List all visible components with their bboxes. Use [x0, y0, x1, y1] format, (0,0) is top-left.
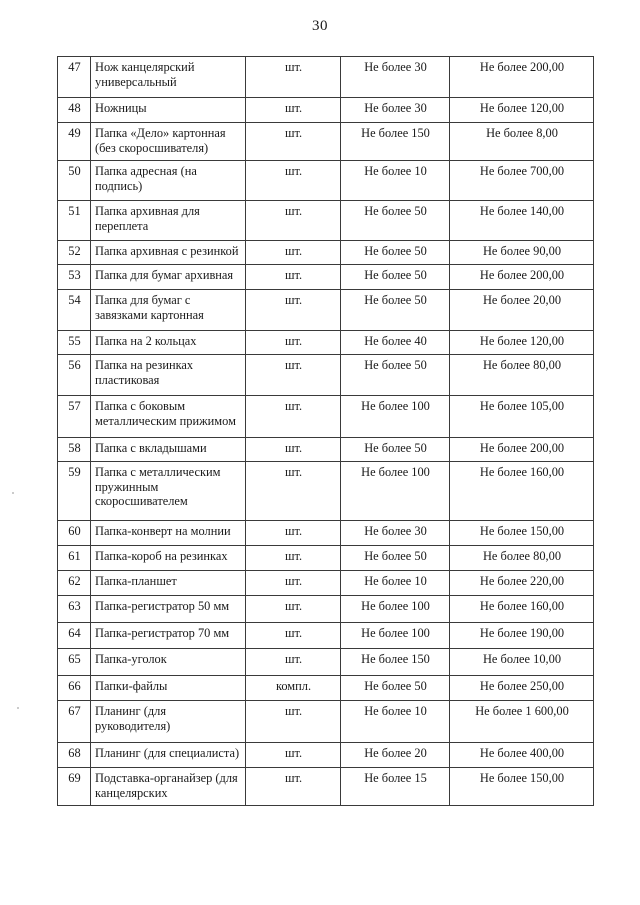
table-row [58, 57, 594, 98]
quantity-cell: Не более 10 [341, 701, 450, 743]
table-row [58, 98, 594, 123]
quantity-cell: Не более 20 [341, 743, 450, 768]
price-cell: Не более 10,00 [450, 649, 594, 676]
row-number-cell: 63 [58, 596, 91, 623]
item-name-cell: Ножницы [91, 98, 246, 123]
price-cell: Не более 150,00 [450, 521, 594, 546]
row-number-cell: 69 [58, 768, 91, 806]
price-cell: Не более 8,00 [450, 123, 594, 161]
price-cell: Не более 200,00 [450, 57, 594, 98]
item-name-cell: Папка архивная для переплета [91, 201, 246, 241]
table-row [58, 676, 594, 701]
table-row [58, 743, 594, 768]
table-row [58, 623, 594, 649]
table-row [58, 331, 594, 355]
quantity-cell: Не более 100 [341, 596, 450, 623]
price-cell: Не более 120,00 [450, 331, 594, 355]
price-cell: Не более 160,00 [450, 596, 594, 623]
row-number-cell: 64 [58, 623, 91, 649]
row-number-cell: 62 [58, 571, 91, 596]
quantity-cell: Не более 50 [341, 676, 450, 701]
unit-cell: шт. [246, 571, 341, 596]
price-cell: Не более 120,00 [450, 98, 594, 123]
row-number-cell: 67 [58, 701, 91, 743]
unit-cell: шт. [246, 57, 341, 98]
unit-cell: шт. [246, 462, 341, 521]
price-cell: Не более 700,00 [450, 161, 594, 201]
items-table [57, 56, 594, 806]
price-cell: Не более 200,00 [450, 438, 594, 462]
items-table-body [58, 57, 594, 806]
price-cell: Не более 90,00 [450, 241, 594, 265]
table-row [58, 596, 594, 623]
item-name-cell: Папка с вкладышами [91, 438, 246, 462]
row-number-cell: 61 [58, 546, 91, 571]
unit-cell: шт. [246, 596, 341, 623]
row-number-cell: 66 [58, 676, 91, 701]
table-row [58, 649, 594, 676]
table-row [58, 265, 594, 290]
price-cell: Не более 250,00 [450, 676, 594, 701]
row-number-cell: 68 [58, 743, 91, 768]
scan-speck [12, 492, 14, 494]
row-number-cell: 47 [58, 57, 91, 98]
unit-cell: шт. [246, 241, 341, 265]
item-name-cell: Папка-регистратор 50 мм [91, 596, 246, 623]
item-name-cell: Подставка-органайзер (для канцелярских [91, 768, 246, 806]
table-row [58, 768, 594, 806]
table-row [58, 521, 594, 546]
quantity-cell: Не более 10 [341, 161, 450, 201]
unit-cell: шт. [246, 265, 341, 290]
quantity-cell: Не более 30 [341, 521, 450, 546]
quantity-cell: Не более 50 [341, 355, 450, 396]
row-number-cell: 59 [58, 462, 91, 521]
table-row [58, 546, 594, 571]
table-row [58, 355, 594, 396]
quantity-cell: Не более 50 [341, 290, 450, 331]
item-name-cell: Папка-конверт на молнии [91, 521, 246, 546]
quantity-cell: Не более 150 [341, 649, 450, 676]
unit-cell: шт. [246, 649, 341, 676]
item-name-cell: Папка с боковым металлическим прижимом [91, 396, 246, 438]
price-cell: Не более 80,00 [450, 355, 594, 396]
table-row [58, 462, 594, 521]
unit-cell: шт. [246, 331, 341, 355]
row-number-cell: 60 [58, 521, 91, 546]
item-name-cell: Папка-планшет [91, 571, 246, 596]
item-name-cell: Папка для бумаг с завязками картонная [91, 290, 246, 331]
unit-cell: шт. [246, 768, 341, 806]
item-name-cell: Папка «Дело» картонная (без скоросшивателя) [91, 123, 246, 161]
unit-cell: шт. [246, 201, 341, 241]
item-name-cell: Папка-регистратор 70 мм [91, 623, 246, 649]
row-number-cell: 52 [58, 241, 91, 265]
price-cell: Не более 160,00 [450, 462, 594, 521]
row-number-cell: 65 [58, 649, 91, 676]
row-number-cell: 49 [58, 123, 91, 161]
table-row [58, 161, 594, 201]
table-row [58, 290, 594, 331]
item-name-cell: Папка-уголок [91, 649, 246, 676]
price-cell: Не более 20,00 [450, 290, 594, 331]
price-cell: Не более 140,00 [450, 201, 594, 241]
item-name-cell: Планинг (для специалиста) [91, 743, 246, 768]
table-row [58, 123, 594, 161]
unit-cell: шт. [246, 743, 341, 768]
unit-cell: шт. [246, 98, 341, 123]
quantity-cell: Не более 50 [341, 241, 450, 265]
item-name-cell: Папка архивная с резинкой [91, 241, 246, 265]
price-cell: Не более 1 600,00 [450, 701, 594, 743]
row-number-cell: 57 [58, 396, 91, 438]
table-row [58, 396, 594, 438]
quantity-cell: Не более 100 [341, 462, 450, 521]
quantity-cell: Не более 30 [341, 57, 450, 98]
item-name-cell: Нож канцелярский универсальный [91, 57, 246, 98]
quantity-cell: Не более 40 [341, 331, 450, 355]
table-row [58, 701, 594, 743]
price-cell: Не более 105,00 [450, 396, 594, 438]
item-name-cell: Папка с металлическим пружинным скоросшивателем [91, 462, 246, 521]
table-row [58, 241, 594, 265]
table-row [58, 571, 594, 596]
item-name-cell: Папка-короб на резинках [91, 546, 246, 571]
item-name-cell: Планинг (для руководителя) [91, 701, 246, 743]
table-row [58, 201, 594, 241]
row-number-cell: 58 [58, 438, 91, 462]
quantity-cell: Не более 30 [341, 98, 450, 123]
quantity-cell: Не более 100 [341, 623, 450, 649]
unit-cell: шт. [246, 521, 341, 546]
item-name-cell: Папка на 2 кольцах [91, 331, 246, 355]
quantity-cell: Не более 50 [341, 265, 450, 290]
scan-speck [17, 707, 19, 709]
quantity-cell: Не более 15 [341, 768, 450, 806]
unit-cell: шт. [246, 396, 341, 438]
item-name-cell: Папка для бумаг архивная [91, 265, 246, 290]
row-number-cell: 53 [58, 265, 91, 290]
item-name-cell: Папка адресная (на подпись) [91, 161, 246, 201]
row-number-cell: 50 [58, 161, 91, 201]
table-row [58, 438, 594, 462]
quantity-cell: Не более 10 [341, 571, 450, 596]
row-number-cell: 56 [58, 355, 91, 396]
item-name-cell: Папка на резинках пластиковая [91, 355, 246, 396]
price-cell: Не более 190,00 [450, 623, 594, 649]
unit-cell: шт. [246, 623, 341, 649]
unit-cell: компл. [246, 676, 341, 701]
unit-cell: шт. [246, 355, 341, 396]
quantity-cell: Не более 50 [341, 201, 450, 241]
quantity-cell: Не более 150 [341, 123, 450, 161]
price-cell: Не более 400,00 [450, 743, 594, 768]
quantity-cell: Не более 50 [341, 546, 450, 571]
row-number-cell: 48 [58, 98, 91, 123]
price-cell: Не более 220,00 [450, 571, 594, 596]
price-cell: Не более 150,00 [450, 768, 594, 806]
row-number-cell: 54 [58, 290, 91, 331]
unit-cell: шт. [246, 161, 341, 201]
unit-cell: шт. [246, 438, 341, 462]
unit-cell: шт. [246, 123, 341, 161]
price-cell: Не более 80,00 [450, 546, 594, 571]
quantity-cell: Не более 100 [341, 396, 450, 438]
quantity-cell: Не более 50 [341, 438, 450, 462]
unit-cell: шт. [246, 290, 341, 331]
unit-cell: шт. [246, 546, 341, 571]
item-name-cell: Папки-файлы [91, 676, 246, 701]
row-number-cell: 51 [58, 201, 91, 241]
price-cell: Не более 200,00 [450, 265, 594, 290]
page-number: 30 [312, 18, 328, 34]
unit-cell: шт. [246, 701, 341, 743]
row-number-cell: 55 [58, 331, 91, 355]
